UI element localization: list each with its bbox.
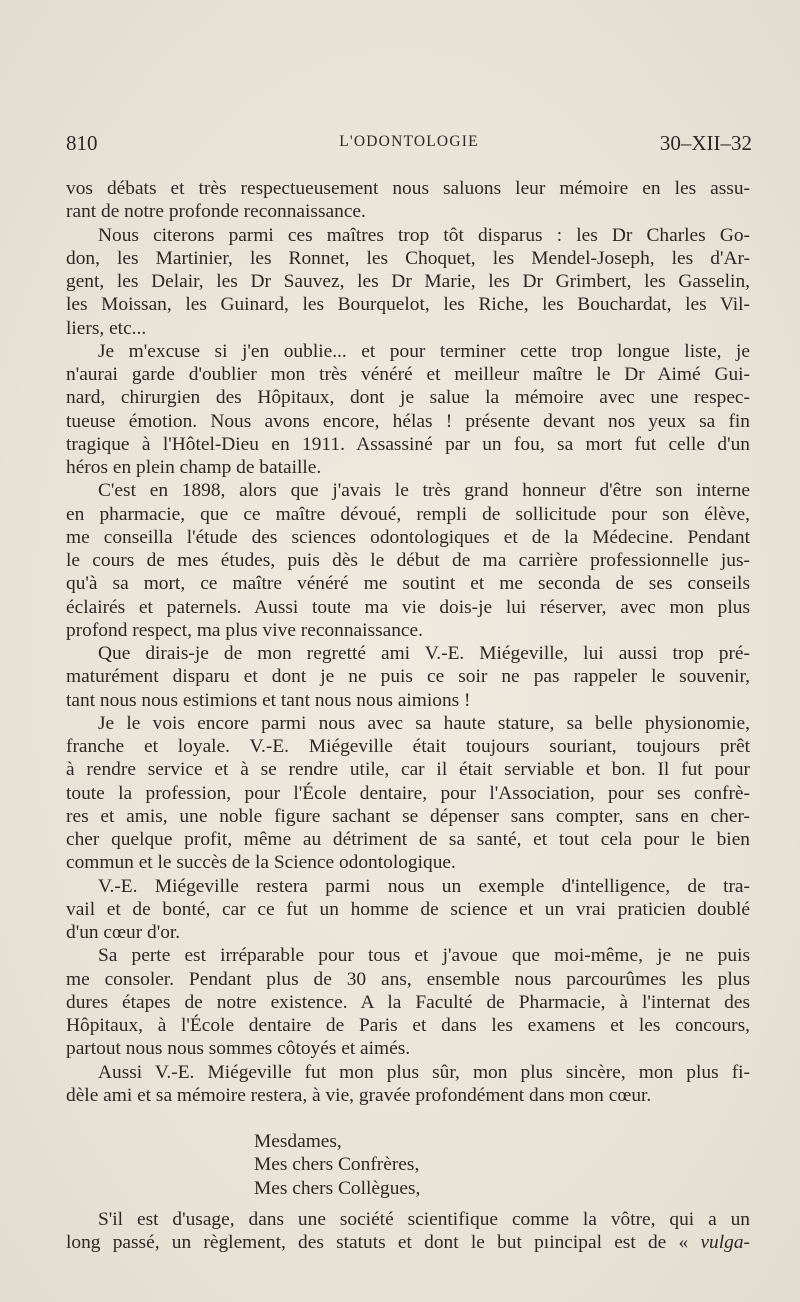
- text-line: tueuse émotion. Nous avons encore, hélas ! présente devant nos yeux sa fin: [66, 410, 750, 432]
- text-line: qu'à sa mort, ce maître vénéré me soutint et me seconda de ses conseils: [66, 573, 750, 595]
- text-line: [66, 1231, 750, 1254]
- text-line: nard, chirurgien des Hôpitaux, dont je salue la mémoire avec une respec-: [66, 387, 750, 409]
- text-line: Je le vois encore parmi nous avec sa haute stature, sa belle physionomie,: [98, 712, 750, 734]
- text-line: toute la profession, pour l'École dentaire, pour l'Association, pour ses confrè-: [66, 782, 750, 804]
- paragraph: [66, 642, 750, 712]
- text-line: me consoler. Pendant plus de 30 ans, ensemble nous parcourûmes les plus: [66, 968, 750, 990]
- text-line: éclairés et paternels. Aussi toute ma vie dois-je lui réserver, avec mon plus: [66, 596, 750, 618]
- text-line: don, les Martinier, les Ronnet, les Choquet, les Mendel-Joseph, les d'Ar-: [66, 247, 750, 269]
- salutation-block: [66, 1130, 750, 1200]
- paragraph: [66, 712, 750, 875]
- italic-text-segment: vulga-: [700, 1232, 750, 1253]
- text-line: tant nous nous estimions et tant nous nous aimions !: [66, 689, 471, 711]
- salutation-line: Mes chers Confrères,: [254, 1154, 420, 1176]
- running-title: L'ODONTOLOGIE: [339, 133, 479, 150]
- paragraph: [66, 944, 750, 1060]
- text-line: Je m'excuse si j'en oublie... et pour terminer cette trop longue liste, je: [98, 340, 750, 362]
- text-line: Sa perte est irréparable pour tous et j'avoue que moi-même, je ne puis: [98, 945, 750, 967]
- text-line: franche et loyale. V.-E. Miégeville était toujours souriant, toujours prêt: [66, 736, 750, 757]
- text-line: tragique à l'Hôtel-Dieu en 1911. Assassiné par un fou, sa mort fut celle d'un: [66, 433, 750, 455]
- text-line: res et amis, une noble figure sachant se dépenser sans compter, sans en cher-: [66, 805, 750, 827]
- text-line: le cours de mes études, puis dès le début de ma carrière professionnelle jus-: [66, 550, 750, 571]
- paragraph: [66, 340, 750, 480]
- paragraph: [66, 875, 750, 945]
- text-line: V.-E. Miégeville restera parmi nous un exemple d'intelligence, de tra-: [98, 875, 750, 897]
- page-number: 810: [66, 131, 98, 155]
- text-line: n'aurai garde d'oublier mon très vénéré et meilleur maître le Dr Aimé Gui-: [66, 364, 750, 385]
- text-line: dèle ami et sa mémoire restera, à vie, gravée profondément dans mon cœur.: [66, 1084, 652, 1106]
- paragraph: [66, 1061, 750, 1108]
- text-line: en pharmacie, que ce maître dévoué, rempli de sollicitude pour son élève,: [66, 503, 750, 525]
- running-header: [66, 131, 752, 157]
- text-line: Que dirais-je de mon regretté ami V.-E. Miégeville, lui aussi trop pré-: [98, 643, 750, 664]
- text-segment: long passé, un règlement, des statuts et dont le but pıincipal est de «: [66, 1232, 701, 1253]
- text-line: rant de notre profonde reconnaissance.: [66, 201, 366, 223]
- text-line: C'est en 1898, alors que j'avais le très grand honneur d'être son interne: [98, 480, 750, 502]
- spacer: [66, 1200, 750, 1208]
- text-line: maturément disparu et dont je ne puis ce soir ne pas rappeler le souvenir,: [66, 666, 750, 688]
- issue-date: 30–XII–32: [659, 131, 752, 155]
- text-line: Hôpitaux, à l'École dentaire de Paris et dans les examens et les concours,: [66, 1015, 750, 1036]
- text-line: vos débats et très respectueusement nous saluons leur mémoire en les assu-: [66, 178, 750, 199]
- paragraph: [66, 479, 750, 642]
- text-line: S'il est d'usage, dans une société scientifique comme la vôtre, qui a un: [98, 1208, 750, 1230]
- salutation-line: Mes chers Collègues,: [254, 1177, 421, 1199]
- text-line: d'un cœur d'or.: [66, 922, 181, 943]
- spacer: [66, 1107, 750, 1130]
- text-line: vail et de bonté, car ce fut un homme de science et un vrai praticien doublé: [66, 898, 750, 920]
- text-line: commun et le succès de la Science odontologique.: [66, 852, 456, 874]
- text-line: héros en plein champ de bataille.: [66, 457, 322, 478]
- text-line: à rendre service et à se rendre utile, car il était serviable et bon. Il fut pour: [66, 759, 750, 781]
- text-line: profond respect, ma plus vive reconnaissance.: [66, 619, 423, 641]
- salutation-line: Mesdames,: [254, 1131, 342, 1152]
- text-line: Aussi V.-E. Miégeville fut mon plus sûr, mon plus sincère, mon plus fi-: [98, 1061, 750, 1083]
- paragraph: [66, 224, 750, 340]
- paragraph: [66, 1208, 750, 1255]
- text-line: partout nous nous sommes côtoyés et aimés.: [66, 1038, 411, 1060]
- body-text: [66, 177, 750, 1254]
- text-line: cher quelque profit, même au détriment de sa santé, et tout cela pour le bien: [66, 829, 750, 850]
- text-line: liers, etc...: [66, 317, 147, 339]
- text-line: Nous citerons parmi ces maîtres trop tôt disparus : les Dr Charles Go-: [98, 224, 750, 246]
- text-line: me conseilla l'étude des sciences odontologiques et de la Médecine. Pendant: [66, 526, 750, 548]
- text-line: les Moissan, les Guinard, les Bourquelot, les Riche, les Bouchardat, les Vil-: [66, 294, 750, 316]
- paragraph: [66, 177, 750, 224]
- text-line: dures étapes de notre existence. A la Faculté de Pharmacie, à l'internat des: [66, 991, 750, 1013]
- text-line: gent, les Delair, les Dr Sauvez, les Dr Marie, les Dr Grimbert, les Gasselin,: [66, 271, 750, 292]
